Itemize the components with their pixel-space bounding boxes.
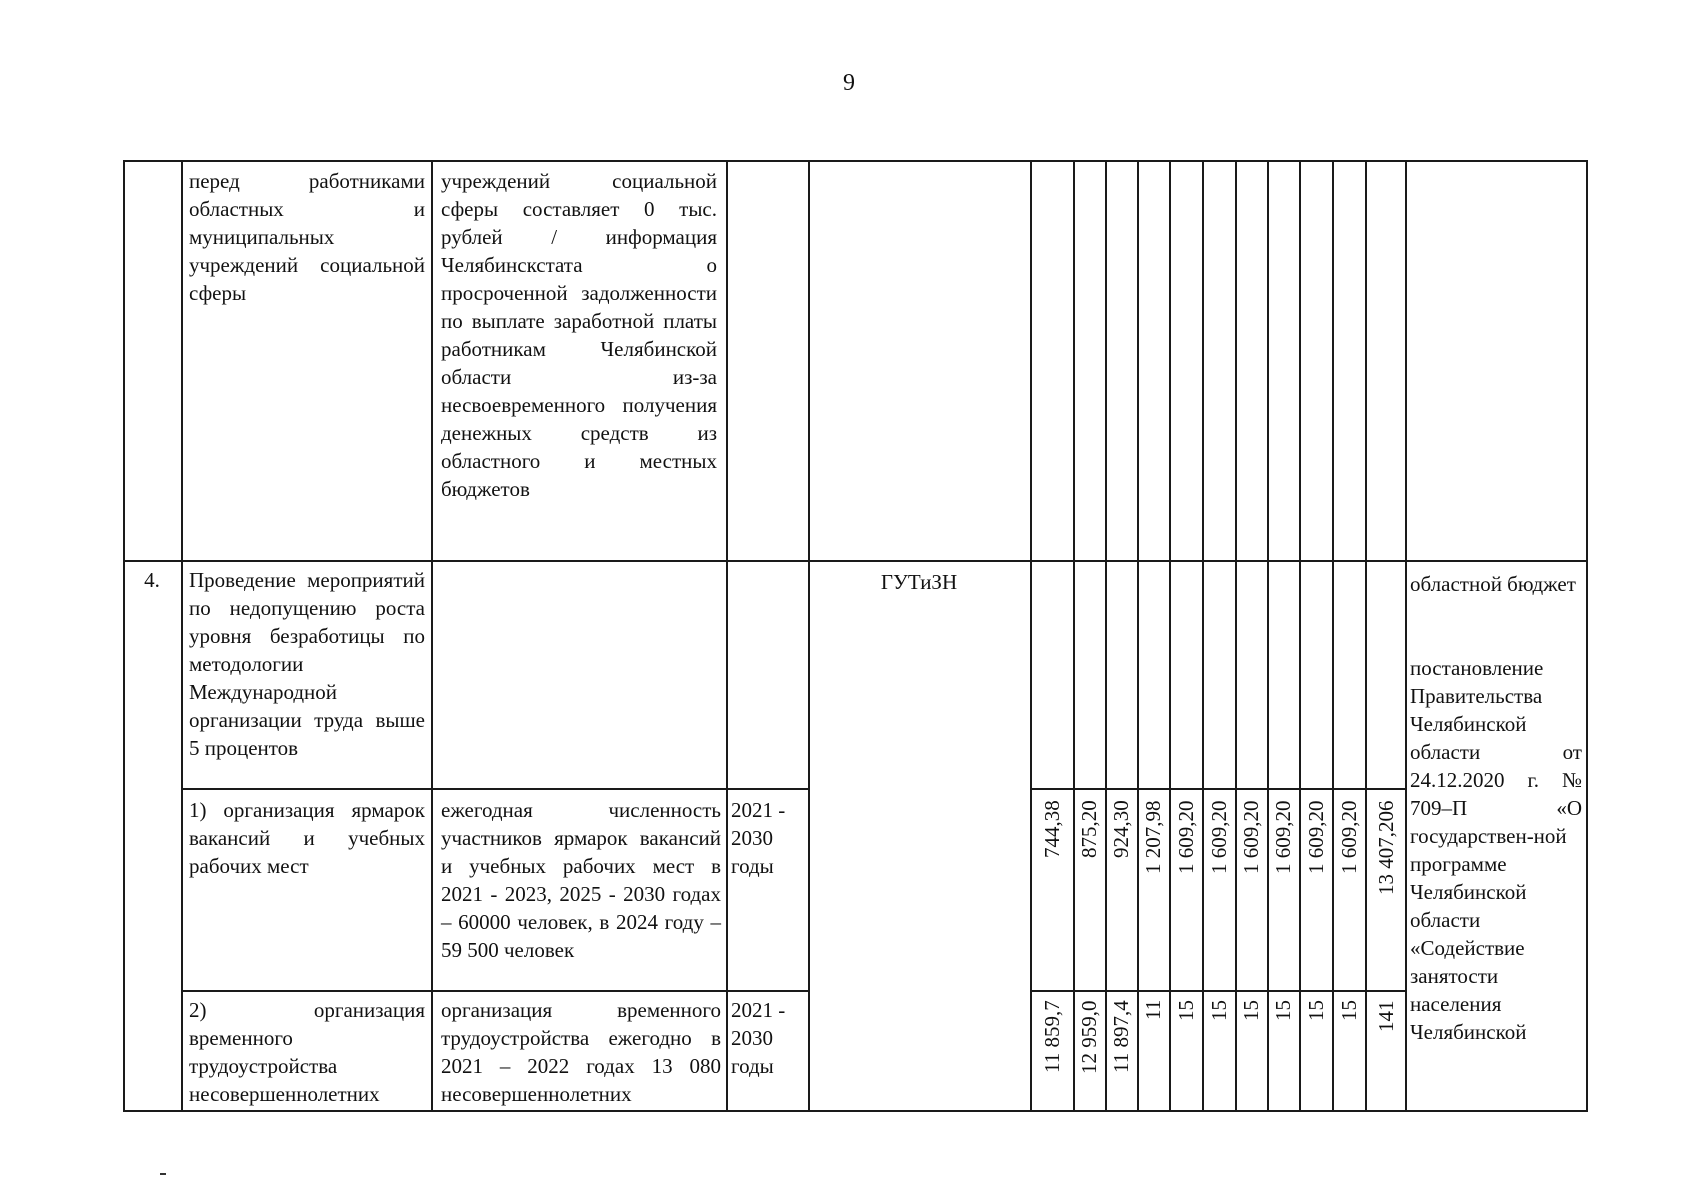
sub2-value-5: 15: [1174, 1000, 1198, 1021]
sub2-value-9: 15: [1304, 1000, 1328, 1021]
item4-executor: ГУТиЗН: [880, 570, 958, 594]
sub2-value-3: 11 897,4: [1109, 1000, 1133, 1073]
sub1-value-1: 744,38: [1040, 800, 1064, 858]
item4-number: 4.: [144, 568, 160, 592]
sub1-value-3: 924,30: [1109, 800, 1133, 858]
sub2-value-11: 141: [1374, 1000, 1398, 1032]
sub2-value-2: 12 959,0: [1077, 1000, 1101, 1074]
page-number: 9: [843, 70, 855, 96]
sub1-indicator: ежегодная численность участников ярмарок вакансий и учебных рабочих мест в 2021 - 2023, 2025 - 2030 годах – 60000 человек, в 2024 году – 59 500 человек: [441, 798, 721, 962]
sub1-period: 2021 - 2030 годы: [731, 798, 786, 878]
top-row-indicator: учреждений социальной сферы составляет 0 тыс. рублей / информация Челябинскстата о просроченной задолженности по выплате заработной платы работникам Челябинской области из-за несвоевременного получения денежных средств из областного и местных бюджетов: [441, 169, 717, 501]
sub1-title: 1) организация ярмарок вакансий и учебных рабочих мест: [189, 798, 425, 878]
sub2-value-4: 11: [1141, 999, 1165, 1020]
item4-funding-source: областной бюджет: [1410, 572, 1576, 596]
sub2-value-6: 15: [1207, 1000, 1231, 1021]
sub1-value-4: 1 207,98: [1141, 800, 1165, 874]
sub1-value-11: 13 407,206: [1374, 800, 1398, 895]
sub2-title: 2) организация временного трудоустройства несовершеннолетних: [189, 998, 425, 1106]
footer-mark: [160, 1173, 166, 1175]
sub1-value-6: 1 609,20: [1207, 800, 1231, 874]
sub1-value-2: 875,20: [1077, 800, 1101, 858]
top-row-description: перед работниками областных и муниципальных учреждений социальной сферы: [189, 169, 425, 305]
sub2-indicator: организация временного трудоустройства ежегодно в 2021 – 2022 годах 13 080 несовершеннолетних: [441, 998, 721, 1106]
sub1-value-7: 1 609,20: [1239, 800, 1263, 874]
item4-legal-basis: постановление Правительства Челябинской области от 24.12.2020 г. № 709–П «О государствен-ной программе Челябинской области «Содействие занятости населения Челябинской: [1410, 656, 1582, 1044]
sub2-value-7: 15: [1239, 1000, 1263, 1021]
sub2-value-8: 15: [1271, 1000, 1295, 1021]
sub1-value-8: 1 609,20: [1271, 800, 1295, 874]
sub1-value-5: 1 609,20: [1174, 800, 1198, 874]
sub2-period: 2021 - 2030 годы: [731, 998, 786, 1078]
sub1-value-9: 1 609,20: [1304, 800, 1328, 874]
sub1-value-10: 1 609,20: [1337, 800, 1361, 874]
item4-title: Проведение мероприятий по недопущению роста уровня безработицы по методологии Международной организации труда выше 5 процентов: [189, 568, 425, 760]
sub2-value-10: 15: [1337, 1000, 1361, 1021]
sub2-value-1: 11 859,7: [1040, 1000, 1064, 1073]
